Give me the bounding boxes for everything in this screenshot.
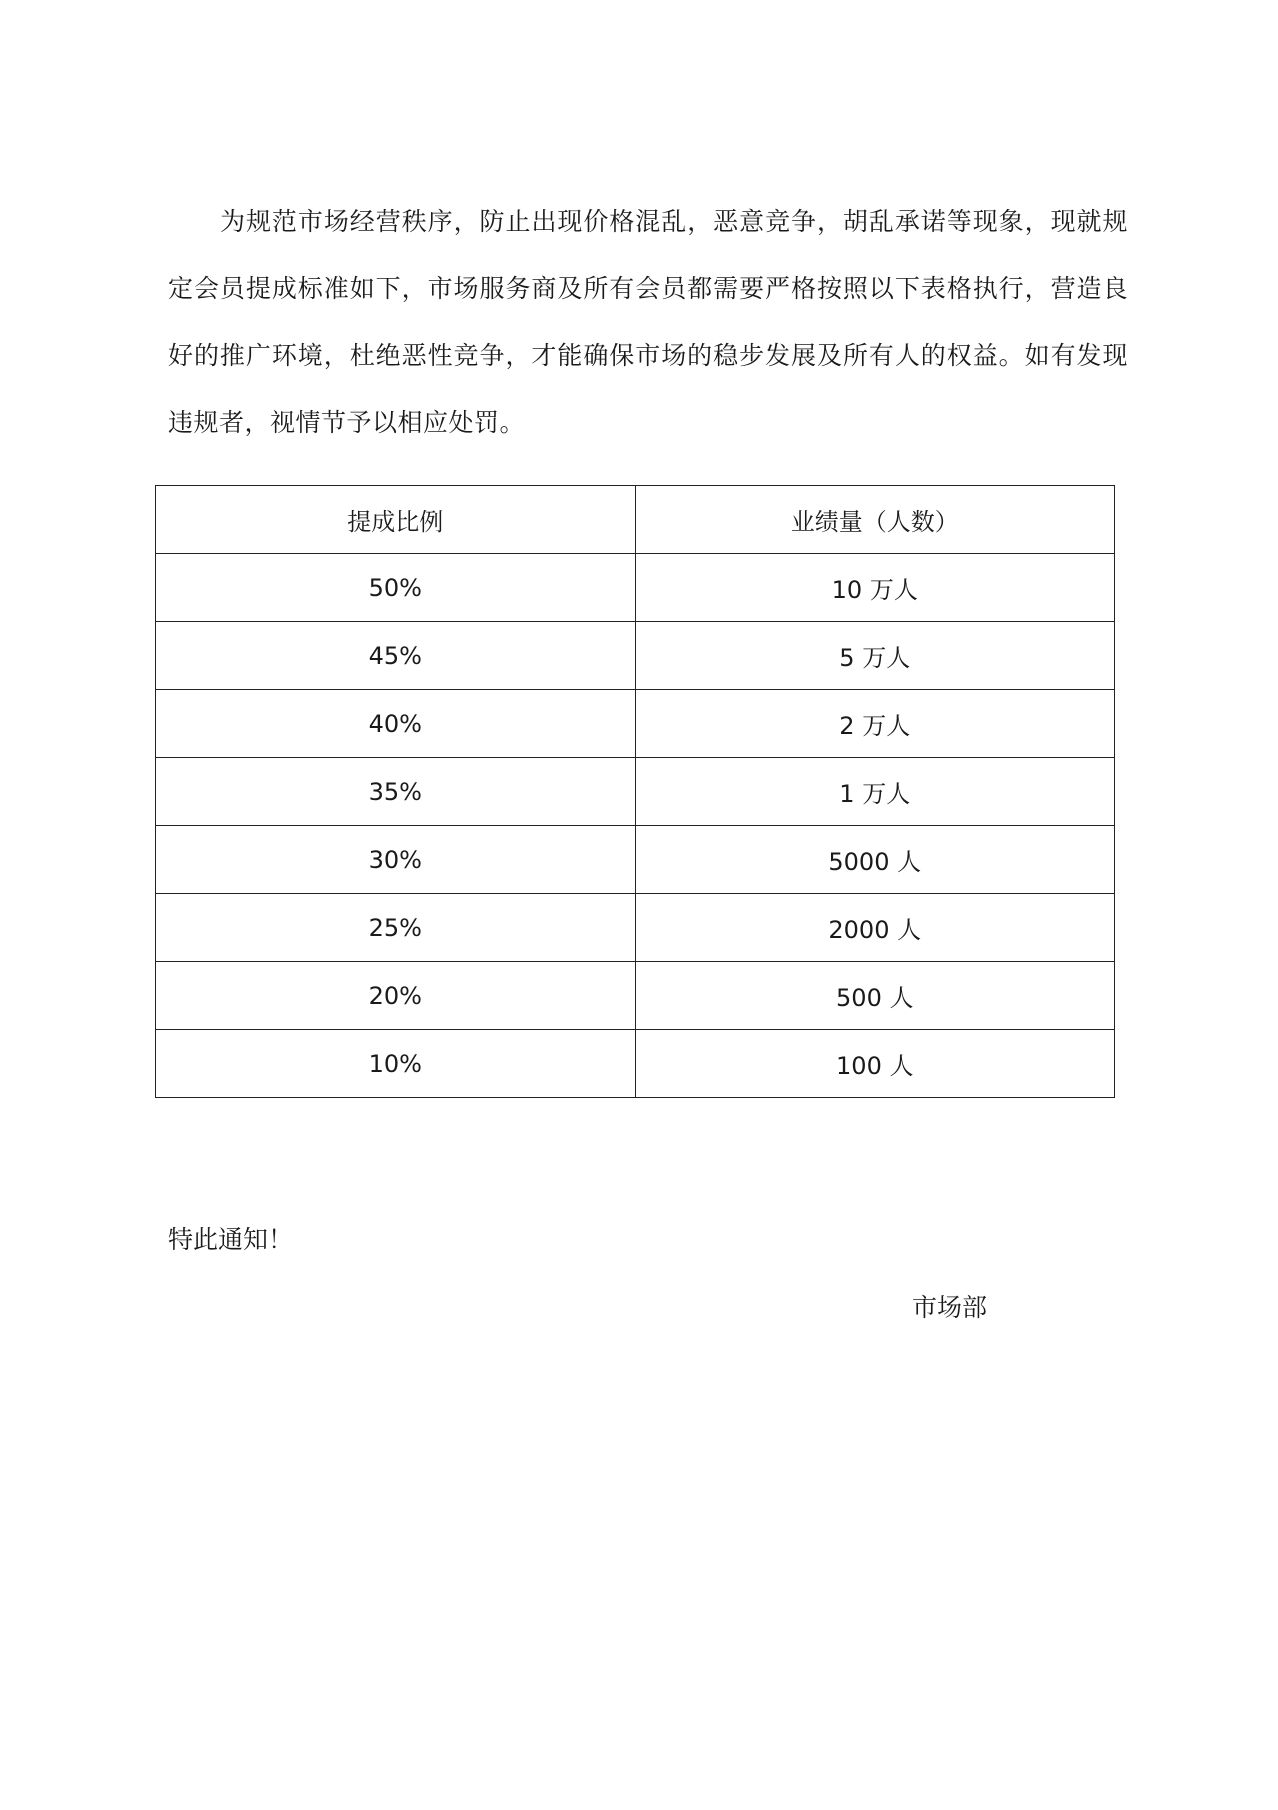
table-row — [156, 622, 1115, 690]
commission-rate-cell: 40% — [156, 690, 636, 758]
performance-volume-cell: 10 万人 — [635, 554, 1115, 622]
table-row — [156, 758, 1115, 826]
table-row — [156, 962, 1115, 1030]
performance-volume-cell: 100 人 — [635, 1030, 1115, 1098]
table-row — [156, 894, 1115, 962]
commission-rate-cell: 10% — [156, 1030, 636, 1098]
table-row — [156, 826, 1115, 894]
department-signature: 市场部 — [912, 1293, 988, 1322]
header-performance-volume: 业绩量（人数） — [635, 486, 1115, 554]
commission-rate-cell: 45% — [156, 622, 636, 690]
closing-line: 特此通知！ — [168, 1225, 294, 1254]
performance-volume-cell: 1 万人 — [635, 758, 1115, 826]
performance-volume-cell: 5000 人 — [635, 826, 1115, 894]
performance-volume-cell: 2 万人 — [635, 690, 1115, 758]
commission-rate-cell: 30% — [156, 826, 636, 894]
performance-volume-cell: 5 万人 — [635, 622, 1115, 690]
commission-rate-cell: 20% — [156, 962, 636, 1030]
table-header-row — [156, 486, 1115, 554]
table-row — [156, 1030, 1115, 1098]
commission-table — [155, 485, 1115, 1098]
commission-rate-cell: 25% — [156, 894, 636, 962]
table-row — [156, 554, 1115, 622]
table-row — [156, 690, 1115, 758]
intro-paragraph: 为规范市场经营秩序，防止出现价格混乱，恶意竞争，胡乱承诺等现象，现就规定会员提成标准如下，市场服务商及所有会员都需要严格按照以下表格执行，营造良好的推广环境，杜绝恶性竞争，才能确保市场的稳步发展及所有人的权益。如有发现违规者，视情节予以相应处罚。 — [168, 207, 1128, 437]
header-commission-rate: 提成比例 — [156, 486, 636, 554]
commission-rate-cell: 50% — [156, 554, 636, 622]
commission-rate-cell: 35% — [156, 758, 636, 826]
performance-volume-cell: 2000 人 — [635, 894, 1115, 962]
performance-volume-cell: 500 人 — [635, 962, 1115, 1030]
